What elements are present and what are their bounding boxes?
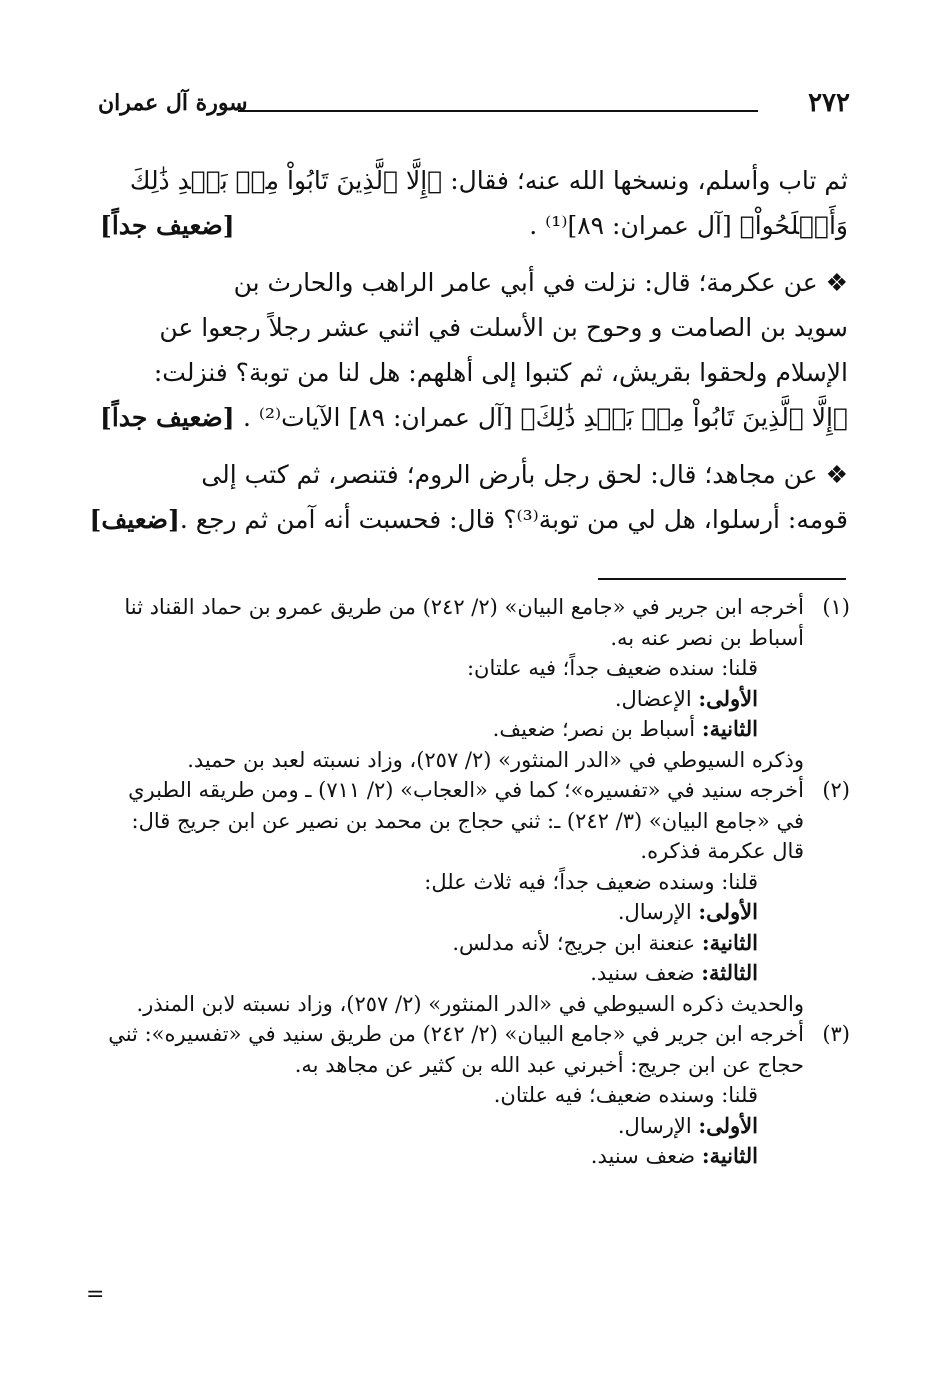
grade-label: [ضعيف جداً] xyxy=(100,403,235,432)
footnote-line: وذكره السيوطي في «الدر المنثور» (٢/ ٢٥٧)، وزاد نسبته لعبد بن حميد. xyxy=(187,747,804,772)
footnote-number: (١) xyxy=(822,595,850,619)
page-number: ٢٧٢ xyxy=(808,88,850,118)
grade-label: [ضعيف] xyxy=(89,505,180,534)
text-line: ثم تاب وأسلم، ونسخها الله عنه؛ فقال: ﴿إِلَّا ٱلَّذِينَ تَابُواْ مِنۢ بَعۡدِ ذَٰلِكَ xyxy=(129,166,848,195)
footnote xyxy=(100,592,850,775)
footnote-line: الأولى: الإرسال. xyxy=(617,899,758,924)
header-rule xyxy=(238,110,758,112)
surah-title: سورة آل عمران xyxy=(98,90,248,116)
page-header xyxy=(98,88,850,128)
footnote-line: قلنا: وسنده ضعيف؛ فيه علتان. xyxy=(493,1083,758,1107)
footnotes xyxy=(100,592,850,1172)
text-line: ❖ عن مجاهد؛ قال: لحق رجل بأرض الروم؛ فتنصر، ثم كتب إلى xyxy=(201,460,848,489)
paragraph xyxy=(100,260,848,440)
footnote xyxy=(100,1019,850,1172)
text-line: وَأَصۡلَحُواْ﴾ [آل عمران: ٨٩]⁽¹⁾ . [ضعيف جداً] xyxy=(100,203,848,248)
footnote-line: الثانية: أسباط بن نصر؛ ضعيف. xyxy=(492,716,758,741)
footnote-line: الثانية: ضعف سنيد. xyxy=(590,1143,758,1168)
text-line: ﴿إِلَّا ٱلَّذِينَ تَابُواْ مِنۢ بَعۡدِ ذَٰلِكَ﴾ [آل عمران: ٨٩] الآيات⁽²⁾ . [ضعيف جداً] xyxy=(100,395,848,440)
paragraph xyxy=(100,158,848,248)
footnote-line: الأولى: الإرسال. xyxy=(617,1112,758,1138)
footnote-line: الثانية: عنعنة ابن جريج؛ لأنه مدلس. xyxy=(452,929,758,955)
paragraph xyxy=(89,452,848,542)
footnote-separator xyxy=(598,578,846,580)
text-line: سويد بن الصامت و وحوح بن الأسلت في اثني عشر رجلاً رجعوا عن xyxy=(159,313,848,342)
footnote-line: أخرجه ابن جرير في «جامع البيان» (٢/ ٢٤٢) من طريق سنيد في «تفسيره»: ثني حجاج عن ابن جريج: أخبرني عبد الله بن كثير عن مجاهد به. xyxy=(108,1022,804,1077)
text-line: ❖ عن عكرمة؛ قال: نزلت في أبي عامر الراهب والحارث بن xyxy=(233,268,848,297)
footnote-line: أخرجه سنيد في «تفسيره»؛ كما في «العجاب» (٢/ ٧١١) ـ ومن طريقه الطبري في «جامع البيان» (٣/ ٢٤٢) ـ: ثني حجاج بن محمد بن نصير عن ابن جريج قال: قال عكرمة فذكره. xyxy=(128,778,804,863)
footnote-line: والحديث ذكره السيوطي في «الدر المنثور» (٢/ ٢٥٧)، وزاد نسبته لابن المنذر. xyxy=(136,991,804,1016)
main-text xyxy=(89,158,848,554)
footnote-line: الأولى: الإعضال. xyxy=(614,685,758,711)
footnote-line: أخرجه ابن جرير في «جامع البيان» (٢/ ٢٤٢) من طريق عمرو بن حماد القناد ثنا أسباط بن نصر عنه به. xyxy=(124,595,804,650)
footnote-number: (٣) xyxy=(822,1022,850,1046)
text-line: قومه: أرسلوا، هل لي من توبة⁽³⁾؟ قال: فحسبت أنه آمن ثم رجع . [ضعيف] xyxy=(100,497,848,542)
footnote-line: قلنا: سنده ضعيف جداً؛ فيه علتان: xyxy=(466,656,758,680)
footnote-number: (٢) xyxy=(822,778,850,802)
grade-label: [ضعيف جداً] xyxy=(100,211,235,240)
text-line: الإسلام ولحقوا بقريش، ثم كتبوا إلى أهلهم: هل لنا من توبة؟ فنزلت: xyxy=(153,358,848,387)
continuation-mark: = xyxy=(86,1282,105,1307)
footnote xyxy=(100,775,850,1019)
footnote-line: الثالثة: ضعف سنيد. xyxy=(590,960,758,985)
footnote-line: قلنا: وسنده ضعيف جداً؛ فيه ثلاث علل: xyxy=(424,869,758,894)
